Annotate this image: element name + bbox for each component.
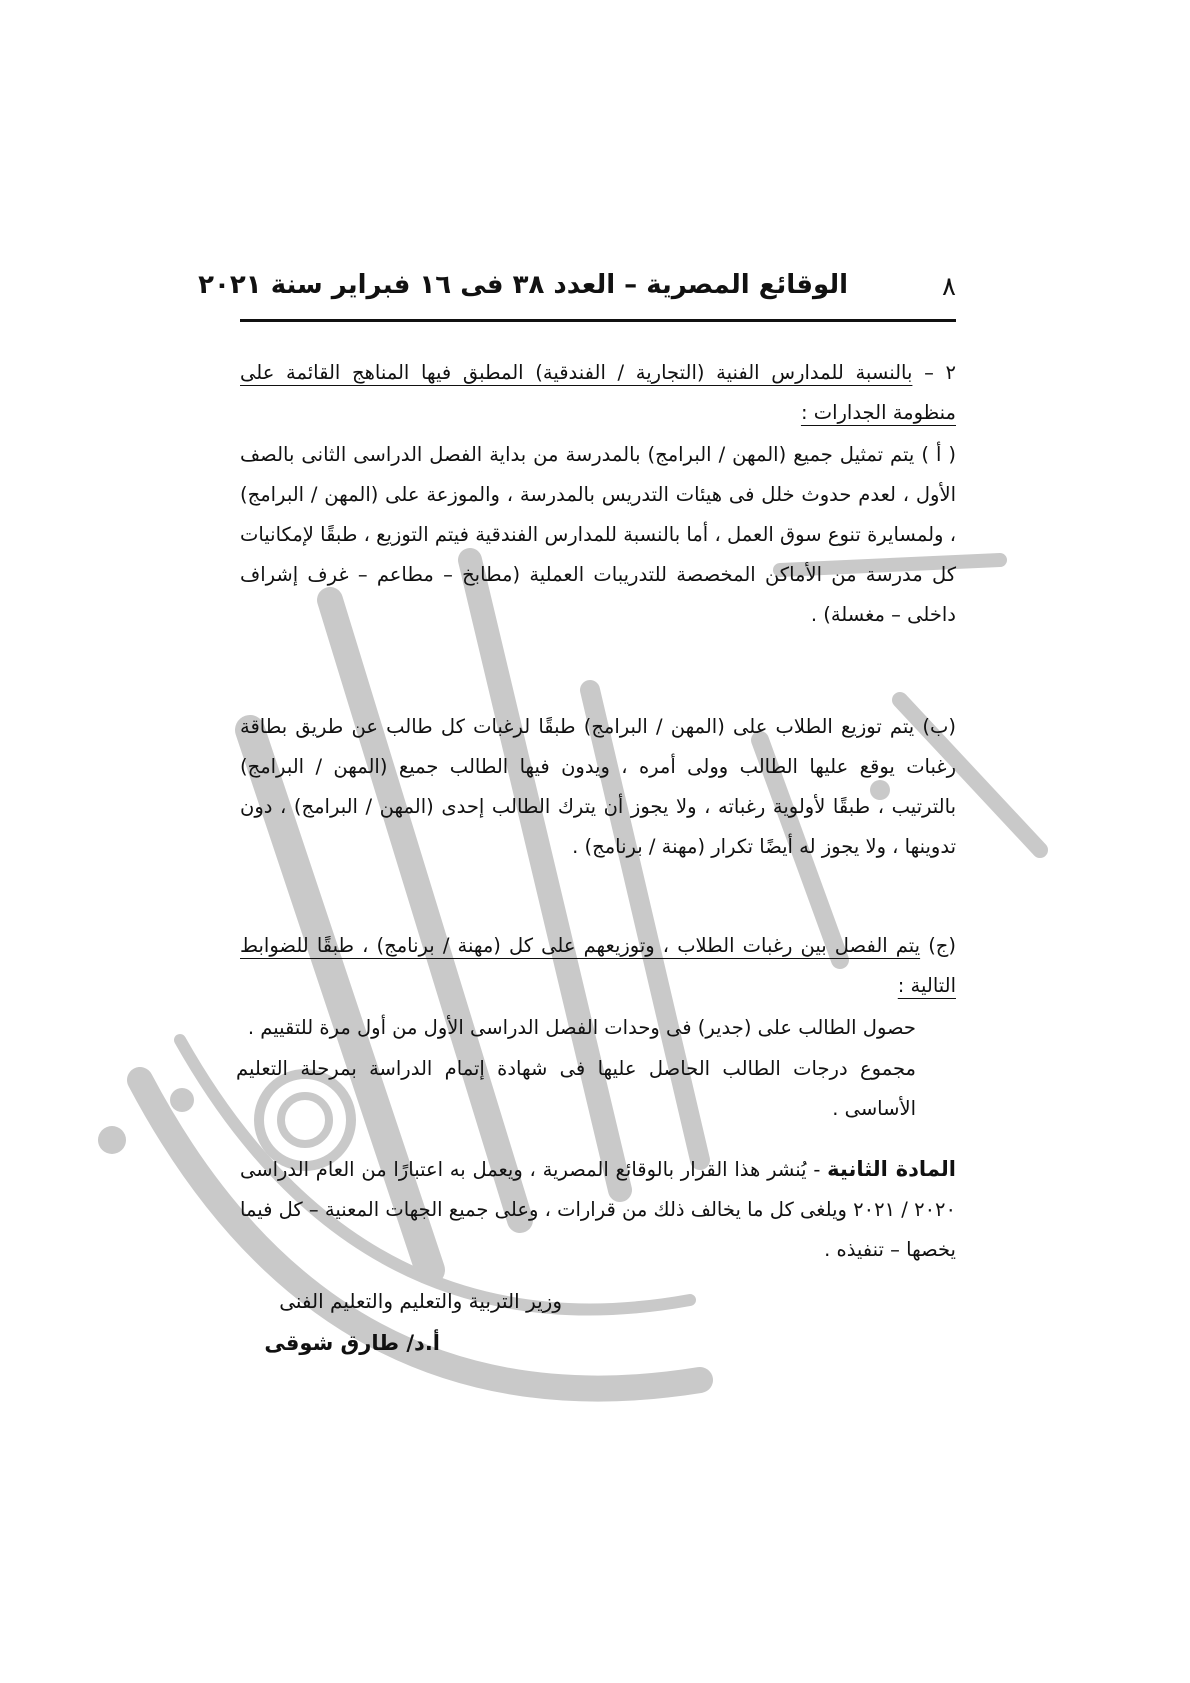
section-2-text: بالنسبة للمدارس الفنية (التجارية / الفندقية) المطبق فيها المناهج القائمة على منظومة الجدارات :	[240, 361, 956, 424]
item-b-text: يتم توزيع الطلاب على (المهن / البرامج) طبقًا لرغبات كل طالب عن طريق بطاقة رغبات يوقع عليها الطالب وولى أمره ، ويدون فيها الطالب جميع (المهن / البرامج) بالترتيب ، طبقًا لأولوية رغباته ، ولا يجوز أن يترك الطالب إحدى (المهن / البرامج) ، دون تدوينها ، ولا يجوز له أيضًا تكرار (مهنة / برنامج) .	[240, 715, 956, 858]
item-a-text: يتم تمثيل جميع (المهن / البرامج) بالمدرسة من بداية الفصل الدراسى الثانى بالصف الأول ، لعدم حدوث خلل فى هيئات التدريس بالمدرسة ، والموزعة على (المهن / البرامج) ، ولمسايرة تنوع سوق العمل ، أما بالنسبة للمدارس الفندقية فيتم التوزيع ، طبقًا لإمكانيات كل مدرسة من الأماكن المخصصة للتدريبات العملية (مطابخ – مطاعم – غرف إشراف داخلى – مغسلة) .	[240, 443, 956, 626]
item-a-marker: ( أ )	[921, 443, 956, 466]
item-c-marker: (ج)	[928, 934, 957, 957]
article-2	[240, 1149, 956, 1270]
header-rule	[240, 319, 956, 322]
item-c	[240, 926, 956, 1006]
article-2-label: المادة الثانية	[827, 1157, 956, 1181]
article-2-text: - يُنشر هذا القرار بالوقائع المصرية ، ويعمل به اعتبارًا من العام الدراسى ٢٠٢٠ / ٢٠٢١ ويلغى كل ما يخالف ذلك من قرارات ، وعلى جميع الجهات المعنية – كل فيما يخصها – تنفيذه .	[240, 1158, 956, 1261]
page-number: ٨	[942, 272, 956, 302]
item-c-text: يتم الفصل بين رغبات الطلاب ، وتوزيعهم على كل (مهنة / برنامج) ، طبقًا للضوابط التالية :	[240, 934, 956, 997]
criterion-2: مجموع درجات الطالب الحاصل عليها فى شهادة إتمام الدراسة بمرحلة التعليم الأساسى .	[236, 1057, 916, 1120]
minister-name: أ.د/ طارق شوقى	[264, 1331, 440, 1355]
page-header	[198, 268, 956, 308]
item-b-marker: (ب)	[922, 715, 956, 738]
section-2-number: ٢ –	[924, 361, 957, 384]
section-2	[240, 353, 956, 433]
criterion-1: حصول الطالب على (جدير) فى وحدات الفصل الدراسى الأول من أول مرة للتقييم .	[247, 1016, 916, 1039]
item-a	[240, 435, 956, 635]
minister-title: وزير التربية والتعليم والتعليم الفنى	[279, 1289, 562, 1313]
item-b	[240, 707, 956, 867]
gazette-header-title: الوقائع المصرية – العدد ٣٨ فى ١٦ فبراير سنة ٢٠٢١	[198, 270, 848, 300]
